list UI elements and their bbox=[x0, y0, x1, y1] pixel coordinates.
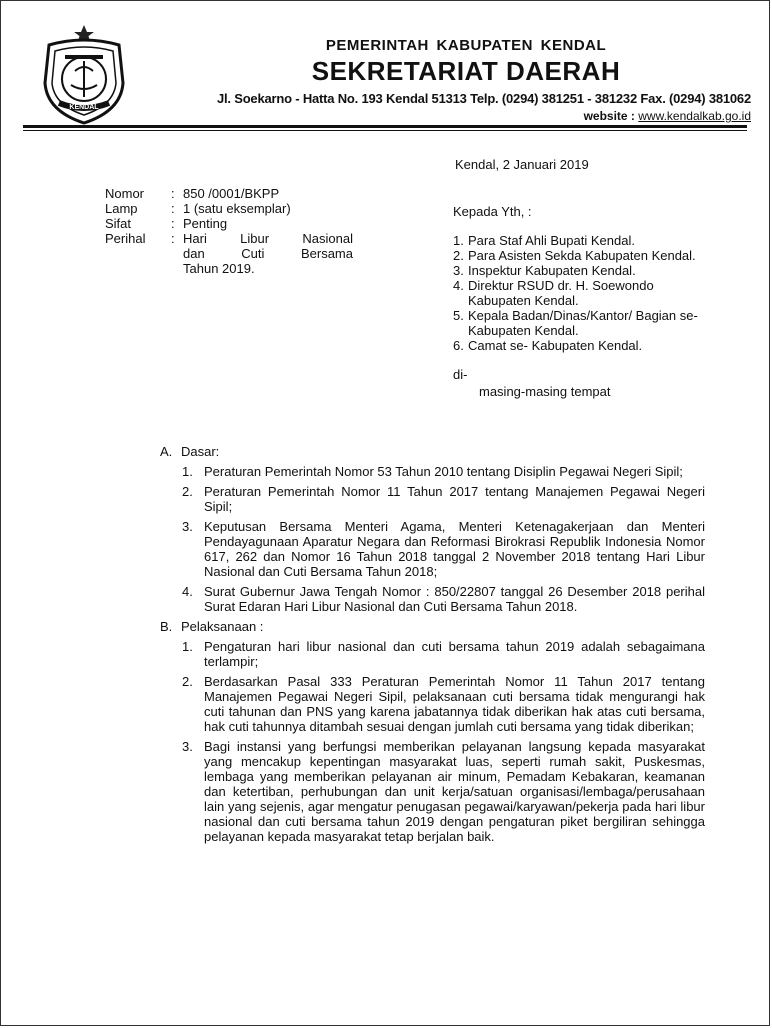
list-item bbox=[453, 338, 703, 353]
addressee-block bbox=[453, 204, 703, 402]
item-text: Inspektur Kabupaten Kendal. bbox=[468, 263, 636, 278]
item-number: 6. bbox=[453, 338, 464, 353]
item-text: Camat se- Kabupaten Kendal. bbox=[468, 338, 643, 353]
list-item bbox=[453, 248, 703, 263]
lamp-label: Lamp bbox=[105, 201, 138, 216]
item-number: 5. bbox=[453, 308, 464, 323]
list-item bbox=[182, 739, 705, 844]
section-heading: Dasar: bbox=[181, 444, 220, 459]
emblem-label: KENDAL bbox=[69, 104, 99, 111]
office-name: SEKRETARIAT DAERAH bbox=[311, 56, 621, 86]
lamp-value: 1 (satu eksemplar) bbox=[183, 201, 291, 216]
perihal-line: Hari Libur Nasional bbox=[183, 231, 353, 246]
section-letter: A. bbox=[160, 444, 173, 459]
list-item bbox=[182, 519, 705, 579]
item-text: Peraturan Pemerintah Nomor 11 Tahun 2017 tentang Manajemen Pegawai Negeri Sipil; bbox=[204, 484, 705, 514]
section-b-list bbox=[182, 639, 705, 844]
item-text: Para Asisten Sekda Kabupaten Kendal. bbox=[468, 248, 696, 263]
nomor-label: Nomor bbox=[105, 186, 145, 201]
item-number: 4. bbox=[182, 584, 193, 599]
section-b-title bbox=[160, 619, 705, 635]
item-number: 1. bbox=[453, 233, 464, 248]
item-number: 3. bbox=[453, 263, 464, 278]
letter-meta bbox=[105, 186, 353, 276]
sifat-label: Sifat bbox=[105, 216, 132, 231]
item-text: Bagi instansi yang berfungsi memberikan pelayanan langsung kepada masyarakat yang mencakup kepentingan masyarakat luas, seperti rumah sakit, Puskesmas, lembaga yang memberikan pelayanan air minum, Pemadam Kebakaran, keamanan dan ketertiban, perhubungan dan unit kerja/satuan organisasi/lembaga/perusahaan lain yang sejenis, agar mengatur penugasan pegawai/karyawan/pekerja pada hari libur nasional dan cuti bersama tahun 2019 dengan pengaturan piket bergiliran sehingga pelayanan kepada masyarakat tetap berjalan baik. bbox=[204, 739, 705, 844]
item-text: Surat Gubernur Jawa Tengah Nomor : 850/22807 tanggal 26 Desember 2018 perihal Surat Edaran Hari Libur Nasional dan Cuti Bersama Tahun 2018. bbox=[204, 584, 705, 614]
list-item bbox=[182, 484, 705, 514]
list-item bbox=[453, 308, 703, 338]
letter-date: Kendal, 2 Januari 2019 bbox=[455, 157, 589, 172]
letterhead-divider-thin bbox=[23, 130, 747, 131]
item-text: Peraturan Pemerintah Nomor 53 Tahun 2010 tentang Disiplin Pegawai Negeri Sipil; bbox=[204, 464, 683, 479]
item-text: Berdasarkan Pasal 333 Peraturan Pemerintah Nomor 11 Tahun 2017 tentang Manajemen Pegawai Negeri Sipil, pelaksanaan cuti bersama tidak mengurangi hak cuti tahunan dan PNS yang karena jabatannya tidak diberikan hak atas cuti bersama, hak cuti tahunnya ditambah sesuai dengan jumlah cuti bersama yang tidak diberikan; bbox=[204, 674, 705, 734]
website-link[interactable]: www.kendalkab.go.id bbox=[638, 109, 751, 123]
sifat-value: Penting bbox=[183, 216, 228, 231]
item-number: 3. bbox=[182, 519, 193, 534]
government-name: PEMERINTAH KABUPATEN KENDAL bbox=[325, 37, 607, 54]
item-number: 2. bbox=[182, 674, 193, 689]
colon: : bbox=[171, 231, 175, 246]
colon: : bbox=[171, 186, 175, 201]
addressee-list bbox=[453, 233, 703, 353]
colon: : bbox=[171, 216, 175, 231]
list-item bbox=[182, 464, 705, 479]
destination: masing-masing tempat bbox=[479, 384, 611, 399]
item-number: 1. bbox=[182, 464, 193, 479]
perihal-line: dan Cuti Bersama bbox=[183, 246, 353, 261]
item-text: Pengaturan hari libur nasional dan cuti bersama tahun 2019 adalah sebagaimana terlampir; bbox=[204, 639, 705, 669]
colon: : bbox=[171, 201, 175, 216]
list-item bbox=[453, 278, 703, 308]
item-number: 2. bbox=[182, 484, 193, 499]
section-heading: Pelaksanaan : bbox=[181, 619, 264, 634]
letterhead bbox=[151, 37, 751, 123]
nomor-value: 850 /0001/BKPP bbox=[183, 186, 280, 201]
list-item bbox=[453, 263, 703, 278]
list-item bbox=[182, 674, 705, 734]
item-text: Keputusan Bersama Menteri Agama, Menteri Ketenagakerjaan dan Menteri Pendayagunaan Aparatur Negara dan Reformasi Birokrasi Republik Indonesia Nomor 617, 262 dan Nomor 16 Tahun 2018 tanggal 2 November 2018 tentang Hari Libur Nasional dan Cuti Bersama Tahun 2018; bbox=[204, 519, 705, 579]
website-line bbox=[151, 109, 751, 123]
item-text: Direktur RSUD dr. H. Soewondo Kabupaten Kendal. bbox=[468, 278, 654, 308]
item-number: 2. bbox=[453, 248, 464, 263]
letter-body bbox=[160, 444, 705, 849]
section-letter: B. bbox=[160, 619, 173, 634]
item-number: 4. bbox=[453, 278, 464, 293]
list-item bbox=[182, 639, 705, 669]
di-label: di- bbox=[453, 367, 468, 382]
list-item bbox=[453, 233, 703, 248]
section-a-title bbox=[160, 444, 705, 460]
item-number: 3. bbox=[182, 739, 193, 754]
letterhead-divider-thick bbox=[23, 125, 747, 128]
item-text: Para Staf Ahli Bupati Kendal. bbox=[468, 233, 635, 248]
item-number: 1. bbox=[182, 639, 193, 654]
perihal-label: Perihal bbox=[105, 231, 146, 246]
perihal-value bbox=[183, 231, 353, 276]
perihal-line: Tahun 2019. bbox=[183, 261, 255, 276]
item-text: Kepala Badan/Dinas/Kantor/ Bagian se- Kabupaten Kendal. bbox=[468, 308, 698, 338]
section-a-list bbox=[182, 464, 705, 614]
addressee-heading: Kepada Yth, : bbox=[453, 204, 532, 219]
website-label: website : bbox=[583, 109, 635, 123]
office-address: Jl. Soekarno - Hatta No. 193 Kendal 51313 Telp. (0294) 381251 - 381232 Fax. (0294) 381062 bbox=[216, 91, 751, 106]
list-item bbox=[182, 584, 705, 614]
kendal-regency-emblem-icon bbox=[41, 23, 127, 127]
